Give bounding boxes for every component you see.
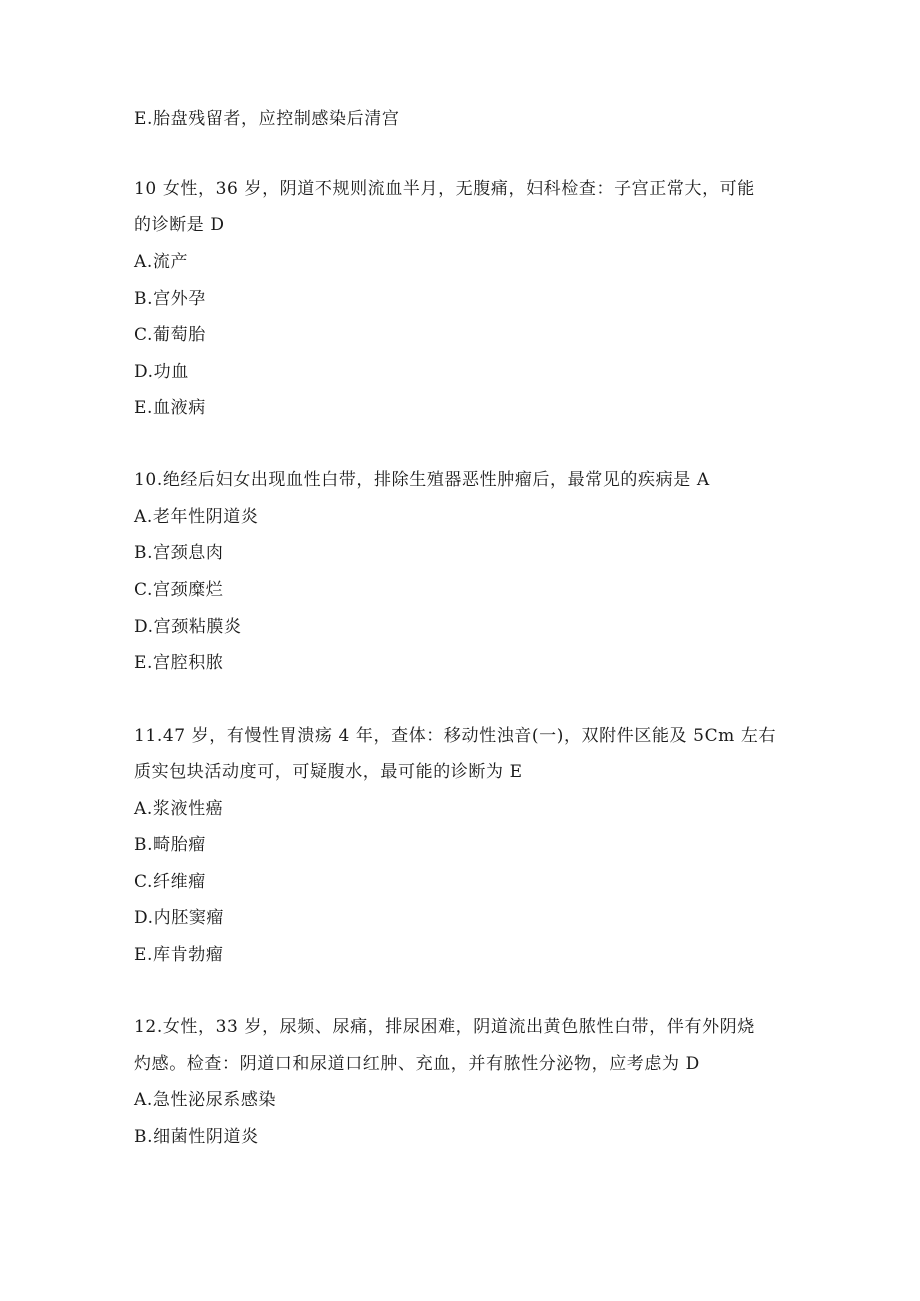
q12-stem-line1: 12.女性，33 岁，尿频、尿痛，排尿困难，阴道流出黄色脓性白带，伴有外阴烧 bbox=[134, 1017, 755, 1037]
q10b-option-c: C.宫颈糜烂 bbox=[134, 580, 224, 600]
q10b-option-b: B.宫颈息肉 bbox=[134, 543, 224, 563]
q11-option-d: D.内胚窦瘤 bbox=[134, 908, 225, 928]
q12-stem-line2: 灼感。检查：阴道口和尿道口红肿、充血，并有脓性分泌物，应考虑为 D bbox=[134, 1054, 700, 1074]
q10a-stem-line2: 的诊断是 D bbox=[134, 215, 225, 235]
q10a-option-c: C.葡萄胎 bbox=[134, 325, 206, 345]
q11-option-a: A.浆液性癌 bbox=[134, 799, 224, 819]
q10b-option-d: D.宫颈粘膜炎 bbox=[134, 617, 242, 637]
q10a-stem-line1: 10 女性，36 岁，阴道不规则流血半月，无腹痛，妇科检查：子宫正常大，可能 bbox=[134, 179, 755, 199]
q11-stem-line1: 11.47 岁，有慢性胃溃疡 4 年，查体：移动性浊音(一)，双附件区能及 5Cm 左右 bbox=[134, 726, 777, 746]
q10a-option-e: E.血液病 bbox=[134, 398, 206, 418]
q10b-option-e: E.宫腔积脓 bbox=[134, 653, 224, 673]
q10a-option-a: A.流产 bbox=[134, 252, 189, 272]
q10b-option-a: A.老年性阴道炎 bbox=[134, 507, 259, 527]
q12-option-a: A.急性泌尿系感染 bbox=[134, 1090, 277, 1110]
q10a-option-d: D.功血 bbox=[134, 362, 189, 382]
q10a-option-b: B.宫外孕 bbox=[134, 289, 206, 309]
q11-option-e: E.库肯勃瘤 bbox=[134, 945, 224, 965]
q9-option-e: E.胎盘残留者，应控制感染后清宫 bbox=[134, 109, 400, 129]
q11-option-b: B.畸胎瘤 bbox=[134, 835, 206, 855]
q11-stem-line2: 质实包块活动度可，可疑腹水，最可能的诊断为 E bbox=[134, 762, 523, 782]
q11-option-c: C.纤维瘤 bbox=[134, 872, 206, 892]
q12-option-b: B.细菌性阴道炎 bbox=[134, 1127, 259, 1147]
q10b-stem-line1: 10.绝经后妇女出现血性白带，排除生殖器恶性肿瘤后，最常见的疾病是 A bbox=[134, 470, 710, 490]
